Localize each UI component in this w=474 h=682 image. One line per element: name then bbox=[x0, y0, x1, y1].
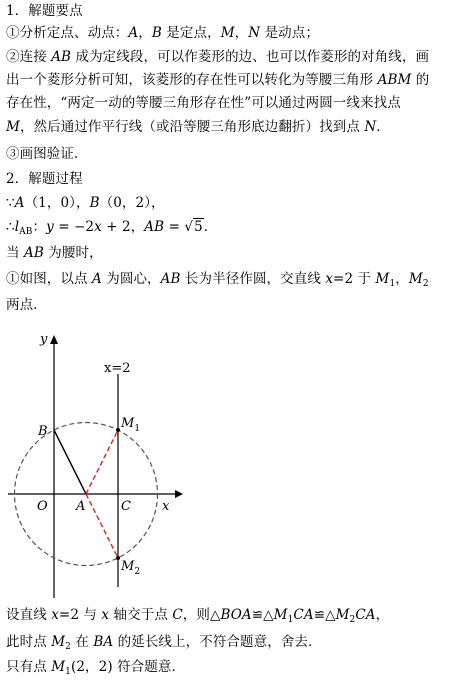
y-axis-arrow-icon bbox=[50, 335, 58, 344]
heading-solution: 2．解题过程 bbox=[6, 171, 83, 187]
segment-am2 bbox=[86, 494, 118, 558]
conclusion-answer: 只有点 $M_1(2$，2) 符合题意． bbox=[6, 659, 186, 677]
x-axis-arrow-icon bbox=[175, 490, 183, 498]
label-o: O bbox=[37, 499, 48, 514]
point-1: ①分析定点、动点：A，B 是定点，M，N 是动点； bbox=[6, 25, 319, 41]
step-case-leg: 当 AB 为腰时， bbox=[6, 245, 103, 261]
point-3: ③画图验证． bbox=[6, 146, 88, 162]
segment-ba bbox=[54, 430, 86, 494]
label-b: B bbox=[38, 424, 48, 439]
conclusion-discard: 此时点 $M_2$ 在 BA 的延长线上，不符合题意，舍去． bbox=[6, 634, 322, 652]
point-2-line-1: ②连接 AB 成为定线段，可以作菱形的边、也可以作菱形的对角线，画 bbox=[6, 49, 430, 65]
point-m1 bbox=[116, 428, 120, 432]
label-x: x bbox=[162, 499, 170, 514]
point-2-line-2: 出一个菱形分析可知，该菱形的存在性可以转化为等腰三角形 ABM 的 bbox=[6, 72, 430, 88]
step-line-equation: $\therefore l_{AB}$：y = −2x + 2，AB = √5． bbox=[6, 219, 218, 237]
geometry-diagram bbox=[0, 322, 200, 602]
label-m2: $M_2$ bbox=[121, 559, 141, 577]
point-m2 bbox=[116, 556, 120, 560]
step-given-points: ∵A（1，0），B（0，2）， bbox=[6, 195, 165, 211]
label-a: A bbox=[76, 499, 86, 514]
label-y: y bbox=[40, 332, 48, 347]
step-circle: ①如图，以点 A 为圆心，AB 长为半径作圆，交直线 x=2 于 $M_1$，$M_2$ bbox=[6, 271, 429, 289]
segment-am1 bbox=[86, 430, 118, 494]
point-2-line-3: 存在性，“两定一动的等腰三角形存在性”可以通过两圆一线来找点 bbox=[6, 95, 401, 111]
label-m1: $M_1$ bbox=[121, 416, 141, 434]
conclusion-congruence: 设直线 x=2 与 x 轴交于点 C，则$\triangle BOA≌\triangle M_1CA≌\triangle M_2CA$， bbox=[6, 607, 390, 625]
label-c: C bbox=[121, 499, 131, 514]
step-circle-cont: 两点． bbox=[6, 297, 47, 313]
label-line-x2: x=2 bbox=[104, 361, 131, 376]
heading-key-points: 1．解题要点 bbox=[6, 3, 83, 19]
point-2-line-4: M，然后通过作平行线（或沿等腰三角形底边翻折）找到点 N． bbox=[6, 119, 390, 135]
